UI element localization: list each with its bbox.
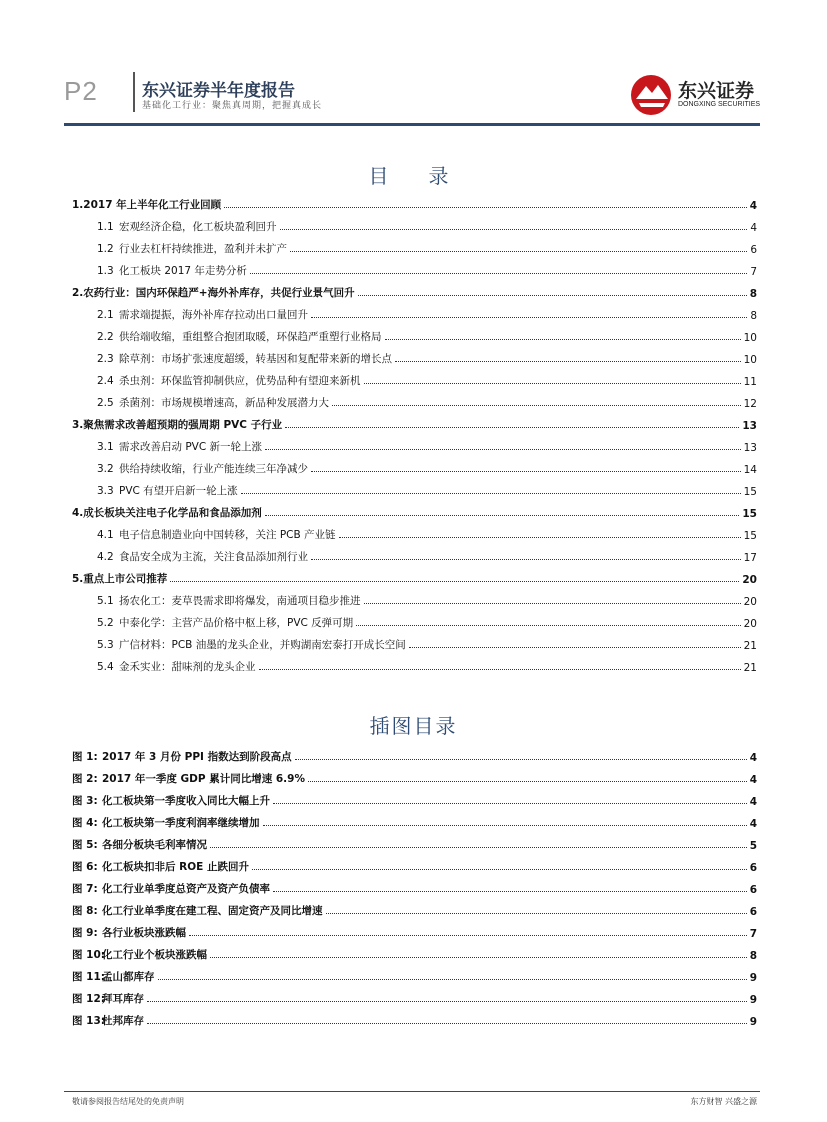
leader-dots — [147, 1023, 747, 1024]
leader-dots — [263, 825, 747, 826]
toc-chapter-label — [72, 417, 282, 432]
leader-dots — [285, 427, 739, 428]
figure-entry-page: 6 — [749, 884, 757, 896]
toc-chapter-text: 重点上市公司推荐 — [83, 573, 168, 585]
figure-entry[interactable] — [72, 940, 757, 962]
toc-section-page: 11 — [743, 376, 757, 388]
leader-dots — [395, 361, 741, 362]
footer-disclaimer: 敬请参阅报告结尾处的免责声明 — [72, 1097, 184, 1106]
figure-entry[interactable] — [72, 874, 757, 896]
figure-entry-number: 图 1: — [72, 751, 98, 763]
toc-section-text: 化工板块 2017 年走势分析 — [119, 265, 247, 277]
leader-dots — [250, 273, 747, 274]
page-number: P2 — [64, 76, 98, 106]
toc-section-page: 12 — [743, 398, 757, 410]
toc-chapter-number: 1. — [72, 199, 84, 211]
toc-section-number: 1.3 — [97, 265, 114, 277]
report-title: 东兴证券半年度报告 — [142, 81, 295, 101]
figure-entry-label — [72, 749, 292, 764]
toc-chapter-page: 13 — [742, 420, 757, 432]
toc-chapter-number: 4. — [72, 507, 84, 519]
toc-section-text: 杀虫剂：环保监管抑制供应，优势品种有望迎来新机 — [119, 375, 361, 387]
figure-entry[interactable] — [72, 764, 757, 786]
figure-entry-number: 图 4: — [72, 817, 98, 829]
toc-section-number: 3.1 — [97, 441, 114, 453]
toc-section-number: 3.2 — [97, 463, 114, 475]
leader-dots — [280, 229, 748, 230]
footer-slogan: 东方财智 兴盛之源 — [690, 1097, 757, 1106]
toc-chapter-page: 8 — [749, 288, 757, 300]
leader-dots — [409, 647, 741, 648]
toc-chapter-number: 2. — [72, 287, 84, 299]
toc-section-number: 5.2 — [97, 617, 114, 629]
toc-section-page: 13 — [743, 442, 757, 454]
figure-entry-text: 杜邦库存 — [102, 1015, 144, 1027]
figure-entry-label — [72, 793, 270, 808]
figure-entry-page: 4 — [749, 818, 757, 830]
toc-section-number: 2.4 — [97, 375, 114, 387]
logo-text-en: DONGXING SECURITIES — [678, 101, 761, 108]
toc-section-label — [97, 483, 238, 498]
toc-section-page: 21 — [743, 662, 757, 674]
figure-entry-label — [72, 1013, 144, 1028]
toc-section-page: 15 — [743, 530, 757, 542]
figure-entry-text: 化工板块第一季度利润率继续增加 — [102, 817, 260, 829]
toc-section-number: 3.3 — [97, 485, 114, 497]
figure-entry-page: 7 — [749, 928, 757, 940]
toc-section-label — [97, 329, 382, 344]
toc-section-text: 中泰化学：主营产品价格中枢上移，PVC 反弹可期 — [119, 617, 354, 629]
toc-list — [72, 190, 757, 674]
figure-entry-page: 4 — [749, 752, 757, 764]
toc-section-number: 4.1 — [97, 529, 114, 541]
toc-section[interactable] — [72, 520, 757, 542]
figure-entry-text: 各细分板块毛利率情况 — [102, 839, 207, 851]
toc-section-page: 20 — [743, 618, 757, 630]
toc-section-text: 金禾实业：甜味剂的龙头企业 — [119, 661, 256, 673]
toc-section-page: 14 — [743, 464, 757, 476]
toc-section-label — [97, 351, 392, 366]
toc-section[interactable] — [72, 542, 757, 564]
figure-entry-page: 9 — [749, 994, 757, 1006]
toc-section[interactable] — [72, 630, 757, 652]
toc-title: 目 录 — [368, 164, 459, 188]
leader-dots — [358, 295, 747, 296]
figure-entry-number: 图 10: — [72, 949, 105, 961]
toc-section-label — [97, 615, 353, 630]
figure-entry[interactable] — [72, 1006, 757, 1028]
figure-entry-number: 图 8: — [72, 905, 98, 917]
figure-entry-text: 化工行业单季度总资产及资产负债率 — [102, 883, 270, 895]
figure-entry-number: 图 9: — [72, 927, 98, 939]
report-subtitle: 基础化工行业：聚焦真周期，把握真成长 — [142, 101, 323, 111]
figure-entry-label — [72, 881, 270, 896]
leader-dots — [273, 891, 747, 892]
figure-entry[interactable] — [72, 896, 757, 918]
toc-section-label — [97, 219, 277, 234]
leader-dots — [326, 913, 747, 914]
toc-section-label — [97, 395, 329, 410]
leader-dots — [339, 537, 741, 538]
leader-dots — [290, 251, 747, 252]
figure-entry-page: 8 — [749, 950, 757, 962]
toc-chapter-number: 5. — [72, 573, 84, 585]
toc-section[interactable] — [72, 652, 757, 674]
figure-entry-label — [72, 969, 155, 984]
toc-section-page: 10 — [743, 354, 757, 366]
toc-section[interactable] — [72, 366, 757, 388]
toc-chapter-text: 成长板块关注电子化学品和食品添加剂 — [83, 507, 262, 519]
toc-section-text: 供给持续收缩，行业产能连续三年净减少 — [119, 463, 308, 475]
toc-section[interactable] — [72, 234, 757, 256]
leader-dots — [265, 449, 741, 450]
figure-entry-text: 化工行业单季度在建工程、固定资产及同比增速 — [102, 905, 323, 917]
toc-section-text: 扬农化工：麦草畏需求即将爆发，南通项目稳步推进 — [119, 595, 361, 607]
toc-chapter[interactable] — [72, 278, 757, 300]
toc-chapter-number: 3. — [72, 419, 84, 431]
toc-section-label — [97, 549, 308, 564]
toc-section[interactable] — [72, 454, 757, 476]
toc-section-label — [97, 593, 361, 608]
toc-chapter[interactable] — [72, 564, 757, 586]
toc-section[interactable] — [72, 322, 757, 344]
toc-section-label — [97, 527, 336, 542]
toc-section-label — [97, 263, 247, 278]
toc-section-text: 需求端提振，海外补库存拉动出口量回升 — [119, 309, 308, 321]
leader-dots — [241, 493, 741, 494]
toc-section-page: 20 — [743, 596, 757, 608]
figure-entry-label — [72, 837, 207, 852]
toc-section-page: 21 — [743, 640, 757, 652]
figure-entry-text: 化工板块扣非后 ROE 止跌回升 — [102, 861, 249, 873]
toc-section-text: 宏观经济企稳，化工板块盈利回升 — [119, 221, 277, 233]
figure-entry-page: 6 — [749, 906, 757, 918]
toc-section-label — [97, 373, 361, 388]
figure-entry-page: 4 — [749, 796, 757, 808]
figure-entry-page: 5 — [749, 840, 757, 852]
figure-entry-number: 图 2: — [72, 773, 98, 785]
leader-dots — [170, 581, 739, 582]
leader-dots — [332, 405, 741, 406]
toc-section-label — [97, 461, 308, 476]
toc-section-label — [97, 659, 256, 674]
figure-entry-number: 图 6: — [72, 861, 98, 873]
figure-entry-text: 各行业板块涨跌幅 — [102, 927, 186, 939]
footer-rule — [64, 1091, 760, 1092]
figure-entry-text: 孟山都库存 — [102, 971, 155, 983]
toc-section-page: 4 — [750, 222, 757, 234]
toc-chapter-label — [72, 505, 262, 520]
figure-list — [72, 742, 757, 1028]
leader-dots — [252, 869, 747, 870]
toc-chapter-text: 2017 年上半年化工行业回顾 — [83, 199, 222, 211]
toc-chapter-label — [72, 197, 221, 212]
figure-entry-text: 2017 年一季度 GDP 累计同比增速 6.9% — [102, 773, 305, 785]
leader-dots — [210, 847, 747, 848]
leader-dots — [224, 207, 747, 208]
figure-entry[interactable] — [72, 918, 757, 940]
figure-entry-label — [72, 991, 144, 1006]
toc-section-number: 2.5 — [97, 397, 114, 409]
toc-section-number: 5.3 — [97, 639, 114, 651]
toc-section[interactable] — [72, 388, 757, 410]
figure-entry[interactable] — [72, 830, 757, 852]
toc-section-page: 17 — [743, 552, 757, 564]
figure-entry-text: 2017 年 3 月份 PPI 指数达到阶段高点 — [102, 751, 292, 763]
logo-text-cn: 东兴证券 — [678, 80, 755, 102]
toc-chapter[interactable] — [72, 498, 757, 520]
toc-section-text: PVC 有望开启新一轮上涨 — [119, 485, 238, 497]
toc-section-number: 1.2 — [97, 243, 114, 255]
figure-entry-label — [72, 859, 249, 874]
toc-section[interactable] — [72, 300, 757, 322]
leader-dots — [189, 935, 747, 936]
leader-dots — [385, 339, 741, 340]
figure-entry-number: 图 11: — [72, 971, 105, 983]
figure-entry-text: 拜耳库存 — [102, 993, 144, 1005]
figure-entry-page: 9 — [749, 1016, 757, 1028]
figure-entry-label — [72, 925, 186, 940]
toc-section-text: 广信材料：PCB 油墨的龙头企业，并购湖南宏泰打开成长空间 — [119, 639, 406, 651]
leader-dots — [259, 669, 741, 670]
toc-section-text: 食品安全成为主流，关注食品添加剂行业 — [119, 551, 308, 563]
toc-section[interactable] — [72, 432, 757, 454]
toc-chapter-label — [72, 571, 167, 586]
toc-section-text: 杀菌剂：市场规模增速高，新品种发展潜力大 — [119, 397, 329, 409]
toc-chapter-text: 农药行业：国内环保趋严+海外补库存，共促行业景气回升 — [83, 287, 355, 299]
leader-dots — [356, 625, 740, 626]
leader-dots — [364, 383, 741, 384]
figure-entry-number: 图 13: — [72, 1015, 105, 1027]
toc-section-label — [97, 241, 287, 256]
toc-chapter[interactable] — [72, 190, 757, 212]
leader-dots — [295, 759, 747, 760]
figure-entry-number: 图 12: — [72, 993, 105, 1005]
toc-chapter[interactable] — [72, 410, 757, 432]
toc-chapter-text: 聚焦需求改善超预期的强周期 PVC 子行业 — [83, 419, 283, 431]
leader-dots — [311, 559, 741, 560]
leader-dots — [311, 471, 741, 472]
toc-chapter-page: 4 — [749, 200, 757, 212]
toc-section[interactable] — [72, 608, 757, 630]
leader-dots — [273, 803, 747, 804]
header-rule — [64, 123, 760, 126]
toc-section-number: 5.1 — [97, 595, 114, 607]
toc-section-number: 2.1 — [97, 309, 114, 321]
toc-section[interactable] — [72, 586, 757, 608]
figure-entry-number: 图 5: — [72, 839, 98, 851]
figure-entry-label — [72, 815, 260, 830]
toc-section[interactable] — [72, 344, 757, 366]
toc-section[interactable] — [72, 476, 757, 498]
leader-dots — [364, 603, 741, 604]
toc-section-label — [97, 637, 406, 652]
toc-section-number: 2.3 — [97, 353, 114, 365]
company-logo — [630, 74, 760, 116]
toc-section-number: 1.1 — [97, 221, 114, 233]
leader-dots — [210, 957, 747, 958]
toc-section-page: 10 — [743, 332, 757, 344]
header-divider — [133, 72, 135, 112]
figure-entry[interactable] — [72, 808, 757, 830]
figure-entry-page: 9 — [749, 972, 757, 984]
figure-entry-text: 化工行业个板块涨跌幅 — [102, 949, 207, 961]
figure-entry-text: 化工板块第一季度收入同比大幅上升 — [102, 795, 270, 807]
leader-dots — [147, 1001, 747, 1002]
toc-section-page: 7 — [750, 266, 757, 278]
figure-entry[interactable] — [72, 742, 757, 764]
figure-entry-label — [72, 947, 207, 962]
figure-entry-page: 4 — [749, 774, 757, 786]
figure-entry-label — [72, 771, 305, 786]
leader-dots — [308, 781, 747, 782]
figure-entry[interactable] — [72, 984, 757, 1006]
figure-entry[interactable] — [72, 786, 757, 808]
toc-section[interactable] — [72, 212, 757, 234]
figure-entry[interactable] — [72, 962, 757, 984]
toc-section-number: 4.2 — [97, 551, 114, 563]
leader-dots — [158, 979, 747, 980]
figure-entry-number: 图 3: — [72, 795, 98, 807]
toc-section-label — [97, 439, 262, 454]
figure-entry-number: 图 7: — [72, 883, 98, 895]
figure-entry-page: 6 — [749, 862, 757, 874]
toc-section-text: 电子信息制造业向中国转移，关注 PCB 产业链 — [119, 529, 336, 541]
toc-section-page: 6 — [750, 244, 757, 256]
figure-entry-label — [72, 903, 323, 918]
toc-section-text: 除草剂：市场扩张速度超缓，转基因和复配带来新的增长点 — [119, 353, 392, 365]
figure-list-title: 插图目录 — [369, 714, 458, 738]
toc-chapter-label — [72, 285, 355, 300]
toc-section-text: 行业去杠杆持续推进，盈利并未扩产 — [119, 243, 287, 255]
toc-chapter-page: 15 — [742, 508, 757, 520]
toc-section-label — [97, 307, 308, 322]
toc-section-text: 供给端收缩，重组整合抱团取暖，环保趋严重塑行业格局 — [119, 331, 382, 343]
toc-chapter-page: 20 — [742, 574, 757, 586]
logo-mark-icon — [630, 74, 674, 116]
toc-section-page: 8 — [750, 310, 757, 322]
leader-dots — [265, 515, 740, 516]
toc-section-number: 2.2 — [97, 331, 114, 343]
leader-dots — [311, 317, 747, 318]
toc-section-text: 需求改善启动 PVC 新一轮上涨 — [119, 441, 263, 453]
toc-section-page: 15 — [743, 486, 757, 498]
toc-section-number: 5.4 — [97, 661, 114, 673]
figure-entry[interactable] — [72, 852, 757, 874]
toc-section[interactable] — [72, 256, 757, 278]
